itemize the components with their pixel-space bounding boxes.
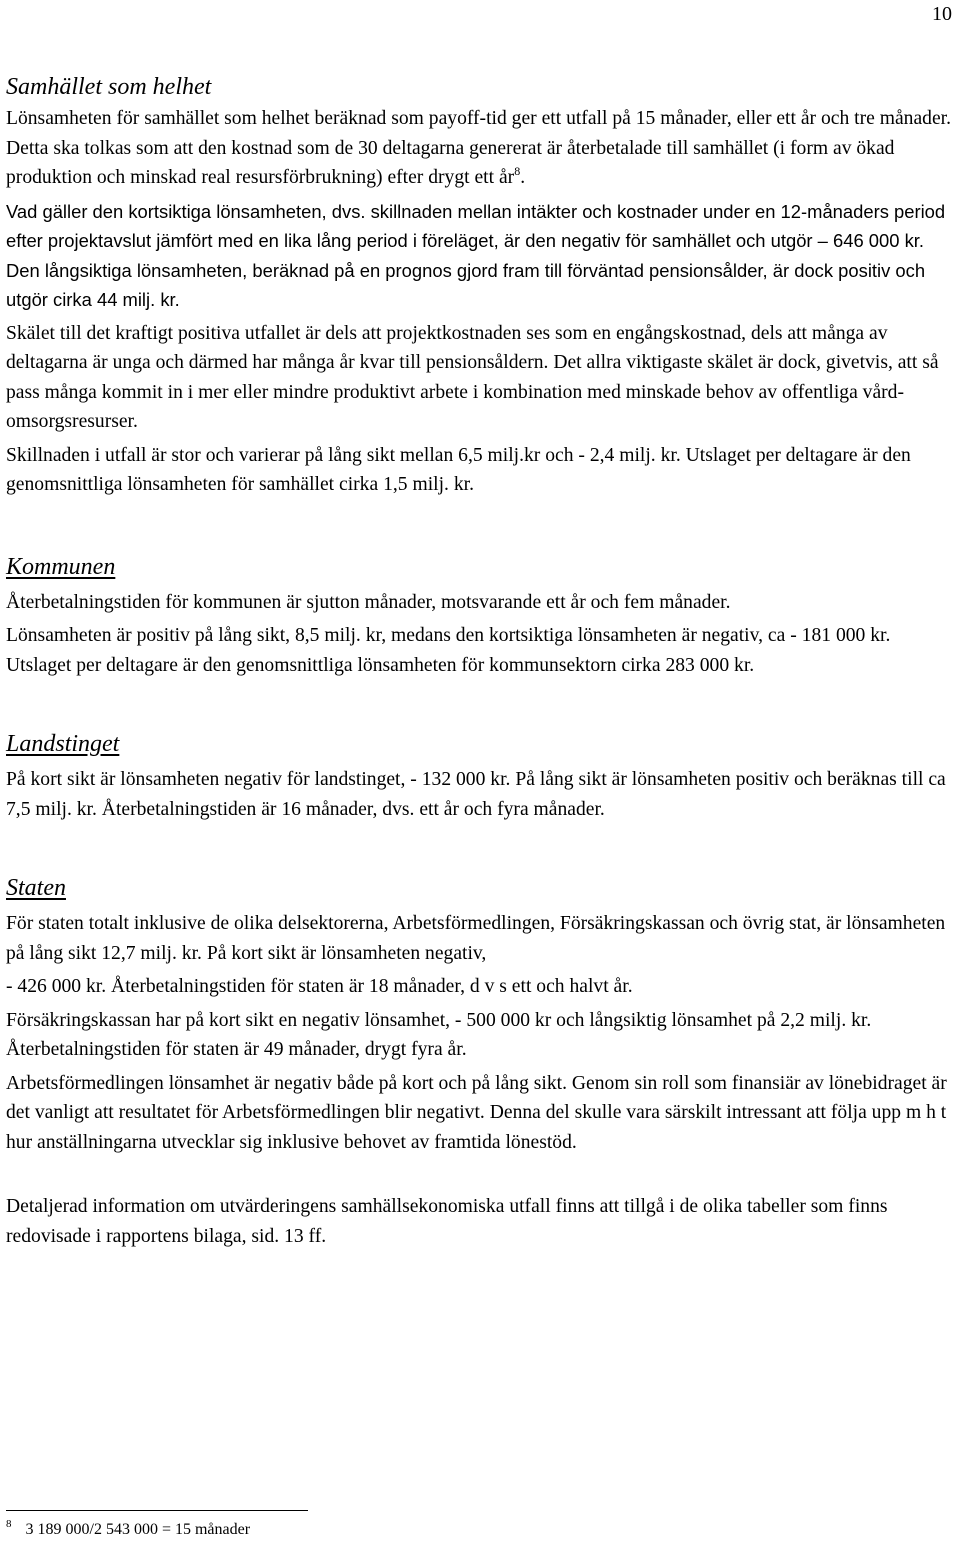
paragraph-end: . xyxy=(520,167,526,188)
section-heading-staten: Staten xyxy=(6,875,66,901)
section-detail xyxy=(6,1192,954,1251)
paragraph: Skälet till det kraftigt positiva utfallet är dels att projektkostnaden ses som en engångskostnad, dels att många av deltagarna är unga och därmed har många år kvar till pensionsåldern. Det allra viktigaste skälet är dock, givetvis, att så pass många kommit in i mer eller mindre produktivt arbete i kombination med minskade behov av offentliga vård- omsorgsresurser. xyxy=(6,322,939,432)
paragraph: Detaljerad information om utvärderingens samhällsekonomiska utfall finns att tillgå i de olika tabeller som finns redovisade i rapportens bilaga, sid. 13 ff. xyxy=(6,1196,888,1247)
paragraph: - 426 000 kr. Återbetalningstiden för staten är 18 månader, d v s ett och halvt år. xyxy=(6,976,633,997)
section-heading-landstinget: Landstinget xyxy=(6,731,120,757)
paragraph: Skillnaden i utfall är stor och varierar på lång sikt mellan 6,5 milj.kr och - 2,4 milj. kr. Utslaget per deltagare är den genomsnittliga lönsamheten för samhället cirka 1,5 milj. kr. xyxy=(6,444,911,495)
paragraph: För staten totalt inklusive de olika delsektorerna, Arbetsförmedlingen, Försäkringskassan och övrig stat, är lönsamheten på lång sikt 12,7 milj. kr. På kort sikt är lönsamheten negativ, xyxy=(6,913,946,964)
section-heading-kommunen: Kommunen xyxy=(6,553,116,580)
document-body xyxy=(6,70,954,1251)
paragraph: Arbetsförmedlingen lönsamhet är negativ både på kort och på lång sikt. Genom sin roll som finansiär av lönebidraget är det vanligt att resultatet för Arbetsförmedlingen blir negativt. Denna del skulle vara särskilt intressant att följa upp m h t hur anställningarna utvecklar sig inklusive behovet av framtida lönestöd. xyxy=(6,1072,947,1153)
paragraph-text: Lönsamheten för samhället som helhet beräknad som payoff-tid ger ett utfall på 15 månader, eller ett år och tre månader. Detta ska tolkas som att den kostnad som de 30 deltagarna genererat är återbetalade till samhället (i form av ökad produktion och minskad real resursförbrukning) efter drygt ett år xyxy=(6,108,951,188)
footnote-number: 8 xyxy=(6,1518,12,1530)
section-heading-samhallet: Samhället som helhet xyxy=(6,74,212,100)
paragraph: Återbetalningstiden för kommunen är sjutton månader, motsvarande ett år och fem månader. xyxy=(6,591,731,613)
paragraph: På kort sikt är lönsamheten negativ för landstinget, - 132 000 kr. På lång sikt är lönsamheten positiv och beräknas till ca 7,5 milj. kr. Återbetalningstiden är 16 månader, dvs. ett år och fyra månader. xyxy=(6,769,946,820)
section-kommunen xyxy=(6,550,954,681)
paragraph: Försäkringskassan har på kort sikt en negativ lönsamhet, - 500 000 kr och långsiktig lönsamhet på 2,2 milj. kr. Återbetalningstiden för staten är 49 månader, drygt fyra år. xyxy=(6,1009,872,1060)
footnote-reference[interactable]: 8 xyxy=(514,164,521,178)
footnote-separator xyxy=(6,1510,308,1511)
footnote xyxy=(6,1519,250,1541)
paragraph: Lönsamheten är positiv på lång sikt, 8,5 milj. kr, medans den kortsiktiga lönsamheten är negativ, ca - 181 000 kr. Utslaget per deltagare är den genomsnittliga lönsamheten för kommunsektorn cirka 283 000 kr. xyxy=(6,625,891,676)
page-number: 10 xyxy=(932,3,952,25)
section-samhallet xyxy=(6,70,954,500)
section-staten xyxy=(6,871,954,1157)
footnote-text: 3 189 000/2 543 000 = 15 månader xyxy=(25,1521,251,1538)
section-landstinget xyxy=(6,727,954,824)
paragraph xyxy=(6,104,954,193)
paragraph: Vad gäller den kortsiktiga lönsamheten, dvs. skillnaden mellan intäkter och kostnader under en 12-månaders period efter projektavslut jämfört med en lika lång period i föreläget, är den negativ för samhället och utgör – 646 000 kr. Den långsiktiga lönsamheten, beräknad på en prognos gjord fram till förväntad pensionsålder, är dock positiv och utgör cirka 44 milj. kr. xyxy=(6,200,946,310)
